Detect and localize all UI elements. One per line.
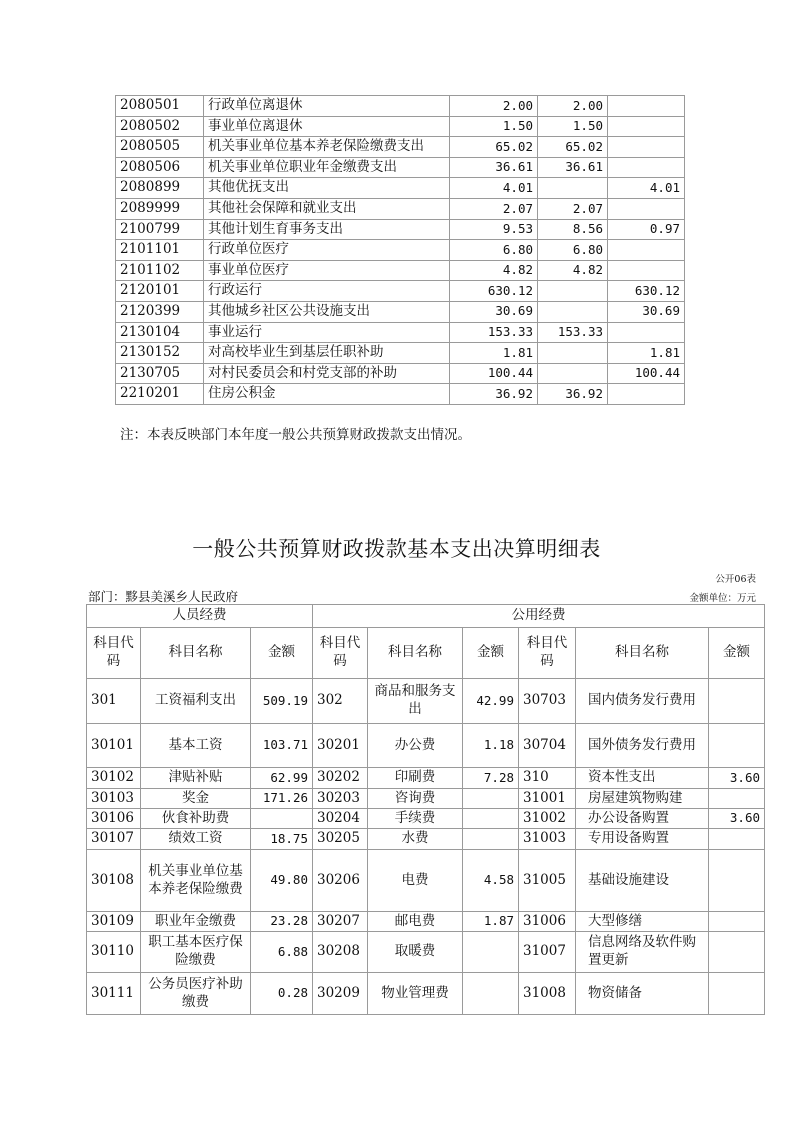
cell-project: 100.44: [608, 363, 685, 384]
cell-n2: 水费: [368, 829, 463, 850]
cell-project: [608, 198, 685, 219]
cell-basic: [538, 343, 608, 364]
cell-c1: 30102: [87, 768, 141, 789]
table-row: [87, 912, 765, 932]
cell-project: [608, 96, 685, 117]
cell-c3: 31006: [519, 912, 576, 932]
col-amount-header: 金额: [251, 628, 313, 679]
cell-n3: 办公设备购置: [576, 809, 709, 829]
cell-project: [608, 322, 685, 343]
cell-name: 机关事业单位职业年金缴费支出: [204, 157, 450, 178]
cell-c1: 30110: [87, 932, 141, 973]
cell-project: [608, 384, 685, 405]
cell-n2: 物业管理费: [368, 973, 463, 1015]
cell-c2: 30203: [313, 789, 368, 809]
cell-c3: 31007: [519, 932, 576, 973]
col-name-header: 科目名称: [576, 628, 709, 679]
basic-expenditure-detail-table: [86, 604, 765, 1015]
cell-c1: 30111: [87, 973, 141, 1015]
cell-n2: 电费: [368, 850, 463, 912]
cell-basic: 36.61: [538, 157, 608, 178]
cell-n3: 基础设施建设: [576, 850, 709, 912]
cell-n1: 奖金: [141, 789, 251, 809]
cell-c3: 31001: [519, 789, 576, 809]
group-personnel: 人员经费: [87, 605, 313, 628]
col-amount-header: 金额: [463, 628, 519, 679]
cell-code: 2130152: [116, 343, 204, 364]
table-code: 公开06表: [715, 574, 756, 585]
cell-name: 其他优抚支出: [204, 178, 450, 199]
cell-a2: [463, 829, 519, 850]
cell-code: 2120399: [116, 301, 204, 322]
cell-total: 9.53: [450, 219, 538, 240]
cell-a3: [709, 932, 765, 973]
cell-name: 住房公积金: [204, 384, 450, 405]
table-row: [87, 850, 765, 912]
cell-a1: 62.99: [251, 768, 313, 789]
cell-basic: [538, 363, 608, 384]
cell-name: 对高校毕业生到基层任职补助: [204, 343, 450, 364]
cell-basic: 1.50: [538, 116, 608, 137]
cell-a2: 7.28: [463, 768, 519, 789]
cell-a1: 103.71: [251, 724, 313, 768]
cell-c2: 30202: [313, 768, 368, 789]
cell-n3: 资本性支出: [576, 768, 709, 789]
cell-c3: 31003: [519, 829, 576, 850]
cell-c1: 30103: [87, 789, 141, 809]
table-row: [87, 679, 765, 724]
cell-total: 4.01: [450, 178, 538, 199]
cell-basic: 4.82: [538, 260, 608, 281]
cell-c3: 310: [519, 768, 576, 789]
cell-total: 1.50: [450, 116, 538, 137]
detail-table-body: [87, 679, 765, 1015]
cell-a1: 23.28: [251, 912, 313, 932]
table-row: [116, 363, 685, 384]
cell-project: [608, 137, 685, 158]
cell-n1: 职业年金缴费: [141, 912, 251, 932]
cell-code: 2080506: [116, 157, 204, 178]
cell-a1: 171.26: [251, 789, 313, 809]
cell-name: 行政单位离退休: [204, 96, 450, 117]
cell-basic: 2.07: [538, 198, 608, 219]
cell-total: 6.80: [450, 240, 538, 261]
cell-code: 2130104: [116, 322, 204, 343]
cell-c2: 30209: [313, 973, 368, 1015]
col-amount-header: 金额: [709, 628, 765, 679]
cell-code: 2130705: [116, 363, 204, 384]
cell-total: 4.82: [450, 260, 538, 281]
cell-project: [608, 157, 685, 178]
cell-basic: [538, 301, 608, 322]
cell-project: 0.97: [608, 219, 685, 240]
cell-project: 630.12: [608, 281, 685, 302]
cell-c2: 30204: [313, 809, 368, 829]
cell-name: 机关事业单位基本养老保险缴费支出: [204, 137, 450, 158]
cell-a3: [709, 850, 765, 912]
cell-total: 1.81: [450, 343, 538, 364]
cell-n1: 津贴补贴: [141, 768, 251, 789]
cell-c2: 302: [313, 679, 368, 724]
cell-code: 2101102: [116, 260, 204, 281]
cell-c3: 30704: [519, 724, 576, 768]
cell-name: 其他社会保障和就业支出: [204, 198, 450, 219]
cell-project: [608, 260, 685, 281]
table-row: [87, 789, 765, 809]
cell-n1: 机关事业单位基本养老保险缴费: [141, 850, 251, 912]
cell-code: 2210201: [116, 384, 204, 405]
table-row: [116, 178, 685, 199]
cell-basic: [538, 281, 608, 302]
cell-n3: 大型修缮: [576, 912, 709, 932]
cell-name: 其他计划生育事务支出: [204, 219, 450, 240]
col-code-header: 科目代码: [313, 628, 368, 679]
group-header-row: [87, 605, 765, 628]
cell-n3: 国外债务发行费用: [576, 724, 709, 768]
cell-n2: 取暖费: [368, 932, 463, 973]
cell-basic: 6.80: [538, 240, 608, 261]
cell-basic: 153.33: [538, 322, 608, 343]
cell-code: 2080501: [116, 96, 204, 117]
cell-a1: 0.28: [251, 973, 313, 1015]
cell-c1: 301: [87, 679, 141, 724]
cell-project: 1.81: [608, 343, 685, 364]
cell-code: 2080505: [116, 137, 204, 158]
cell-c2: 30207: [313, 912, 368, 932]
cell-name: 事业运行: [204, 322, 450, 343]
cell-c3: 31005: [519, 850, 576, 912]
cell-c2: 30208: [313, 932, 368, 973]
cell-a1: 18.75: [251, 829, 313, 850]
cell-n2: 咨询费: [368, 789, 463, 809]
cell-total: 36.92: [450, 384, 538, 405]
table-row: [116, 322, 685, 343]
cell-total: 100.44: [450, 363, 538, 384]
table-row: [116, 240, 685, 261]
table-row: [116, 281, 685, 302]
cell-total: 153.33: [450, 322, 538, 343]
cell-a1: 49.80: [251, 850, 313, 912]
cell-code: 2101101: [116, 240, 204, 261]
cell-a2: [463, 789, 519, 809]
cell-c1: 30109: [87, 912, 141, 932]
page-title: 一般公共预算财政拨款基本支出决算明细表: [192, 537, 601, 561]
cell-total: 36.61: [450, 157, 538, 178]
cell-a3: [709, 912, 765, 932]
cell-code: 2100799: [116, 219, 204, 240]
col-code-header: 科目代码: [87, 628, 141, 679]
cell-code: 2120101: [116, 281, 204, 302]
cell-c2: 30201: [313, 724, 368, 768]
table-row: [87, 809, 765, 829]
cell-code: 2089999: [116, 198, 204, 219]
cell-name: 事业单位离退休: [204, 116, 450, 137]
table-row: [87, 973, 765, 1015]
cell-n1: 绩效工资: [141, 829, 251, 850]
cell-code: 2080502: [116, 116, 204, 137]
cell-n2: 印刷费: [368, 768, 463, 789]
cell-total: 65.02: [450, 137, 538, 158]
cell-a1: [251, 809, 313, 829]
col-name-header: 科目名称: [368, 628, 463, 679]
cell-name: 对村民委员会和村党支部的补助: [204, 363, 450, 384]
cell-a2: 4.58: [463, 850, 519, 912]
cell-c2: 30206: [313, 850, 368, 912]
cell-basic: 36.92: [538, 384, 608, 405]
cell-n3: 信息网络及软件购置更新: [576, 932, 709, 973]
table-row: [116, 96, 685, 117]
cell-name: 事业单位医疗: [204, 260, 450, 281]
cell-a2: 1.87: [463, 912, 519, 932]
cell-n1: 伙食补助费: [141, 809, 251, 829]
cell-a2: [463, 973, 519, 1015]
cell-n2: 商品和服务支出: [368, 679, 463, 724]
table-row: [116, 116, 685, 137]
cell-a3: [709, 789, 765, 809]
cell-a1: 509.19: [251, 679, 313, 724]
column-header-row: [87, 628, 765, 679]
table-row: [87, 829, 765, 850]
cell-a3: [709, 724, 765, 768]
cell-a3: 3.60: [709, 768, 765, 789]
cell-basic: [538, 178, 608, 199]
cell-total: 2.00: [450, 96, 538, 117]
col-code-header: 科目代码: [519, 628, 576, 679]
group-public: 公用经费: [313, 605, 765, 628]
cell-c1: 30101: [87, 724, 141, 768]
table-row: [116, 260, 685, 281]
cell-a3: [709, 829, 765, 850]
table-row: [87, 768, 765, 789]
cell-total: 2.07: [450, 198, 538, 219]
cell-a2: [463, 932, 519, 973]
cell-a3: [709, 679, 765, 724]
cell-a2: 1.18: [463, 724, 519, 768]
cell-c3: 30703: [519, 679, 576, 724]
table-row: [116, 137, 685, 158]
cell-n1: 职工基本医疗保险缴费: [141, 932, 251, 973]
table-row: [116, 198, 685, 219]
expenditure-table-body: [116, 96, 685, 405]
cell-n1: 工资福利支出: [141, 679, 251, 724]
cell-c1: 30108: [87, 850, 141, 912]
table-row: [116, 219, 685, 240]
cell-a2: [463, 809, 519, 829]
cell-n2: 邮电费: [368, 912, 463, 932]
cell-project: [608, 116, 685, 137]
table-row: [116, 301, 685, 322]
department-label: 部门：黟县美溪乡人民政府: [88, 589, 239, 604]
cell-project: 30.69: [608, 301, 685, 322]
cell-basic: 8.56: [538, 219, 608, 240]
cell-total: 30.69: [450, 301, 538, 322]
cell-n1: 公务员医疗补助缴费: [141, 973, 251, 1015]
cell-c3: 31008: [519, 973, 576, 1015]
cell-n2: 办公费: [368, 724, 463, 768]
cell-n3: 专用设备购置: [576, 829, 709, 850]
cell-basic: 65.02: [538, 137, 608, 158]
table-row: [87, 724, 765, 768]
cell-c3: 31002: [519, 809, 576, 829]
cell-name: 行政运行: [204, 281, 450, 302]
cell-n3: 物资储备: [576, 973, 709, 1015]
cell-total: 630.12: [450, 281, 538, 302]
cell-code: 2080899: [116, 178, 204, 199]
col-name-header: 科目名称: [141, 628, 251, 679]
cell-project: [608, 240, 685, 261]
cell-a3: 3.60: [709, 809, 765, 829]
expenditure-table-continued: [115, 95, 685, 405]
table-row: [87, 932, 765, 973]
cell-n1: 基本工资: [141, 724, 251, 768]
cell-c1: 30106: [87, 809, 141, 829]
cell-name: 行政单位医疗: [204, 240, 450, 261]
cell-a2: 42.99: [463, 679, 519, 724]
amount-unit-label: 金额单位：万元: [689, 593, 756, 604]
cell-basic: 2.00: [538, 96, 608, 117]
cell-n2: 手续费: [368, 809, 463, 829]
cell-project: 4.01: [608, 178, 685, 199]
cell-c2: 30205: [313, 829, 368, 850]
table-row: [116, 343, 685, 364]
cell-a3: [709, 973, 765, 1015]
table-row: [116, 157, 685, 178]
cell-n3: 国内债务发行费用: [576, 679, 709, 724]
cell-name: 其他城乡社区公共设施支出: [204, 301, 450, 322]
table-note: 注：本表反映部门本年度一般公共预算财政拨款支出情况。: [120, 427, 471, 443]
cell-c1: 30107: [87, 829, 141, 850]
cell-a1: 6.88: [251, 932, 313, 973]
table-row: [116, 384, 685, 405]
cell-n3: 房屋建筑物购建: [576, 789, 709, 809]
